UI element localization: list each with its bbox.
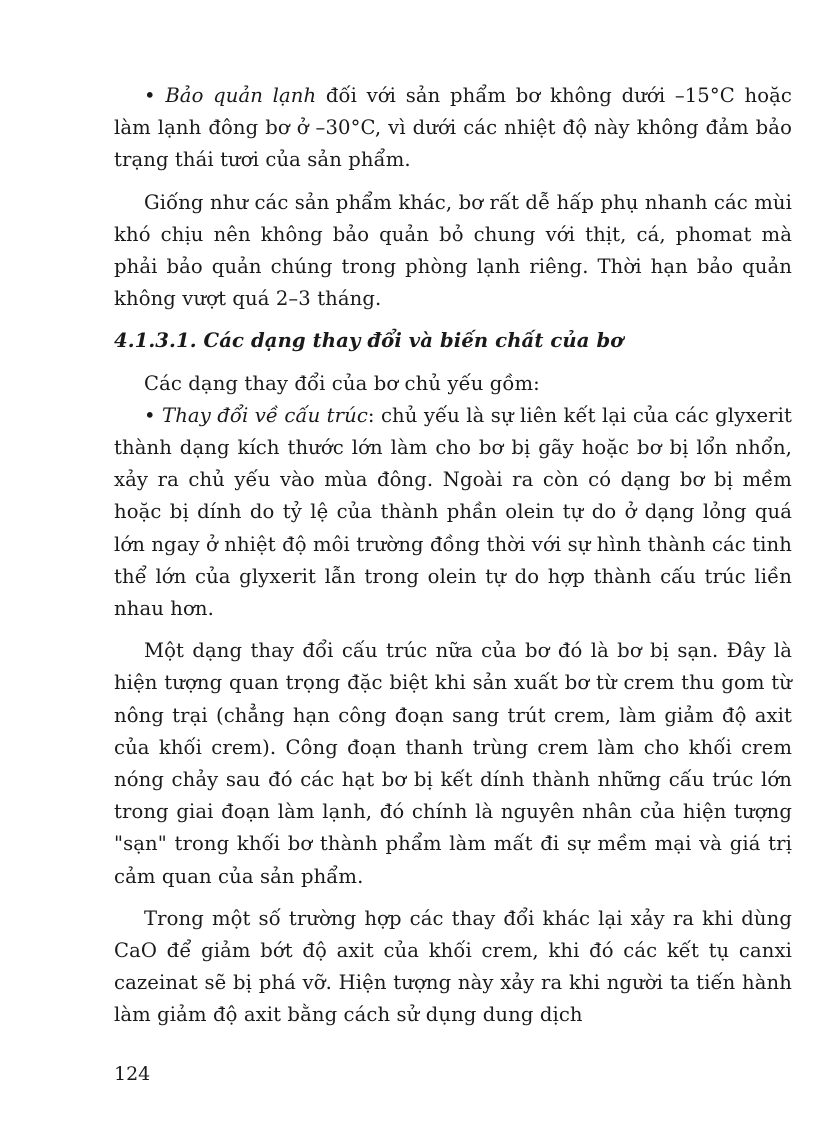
paragraph-text: đối với sản phẩm bơ không dưới –15°C hoặc làm lạnh đông bơ ở –30°C, vì dưới các nhiệt độ này không đảm bảo trạng thái tươi của sản phẩm.	[114, 84, 792, 172]
page-body	[114, 80, 792, 1032]
bullet: •	[144, 84, 166, 107]
page-number: 124	[114, 1063, 151, 1085]
paragraph-change-types-intro: Các dạng thay đổi của bơ chủ yếu gồm:	[144, 371, 540, 395]
paragraph-odor-absorption: Giống như các sản phẩm khác, bơ rất dễ hấp phụ nhanh các mùi khó chịu nên không bảo quản bỏ chung với thịt, cá, phomat mà phải bảo quản chúng trong phòng lạnh riêng. Thời hạn bảo quản không vượt quá 2–3 tháng.	[114, 190, 792, 311]
paragraph-structure-change	[114, 400, 792, 625]
bullet: •	[144, 403, 163, 427]
paragraph-grainy-butter: Một dạng thay đổi cấu trúc nữa của bơ đó là bơ bị sạn. Đây là hiện tượng quan trọng đặc biệt khi sản xuất bơ từ crem thu gom từ nông trại (chẳng hạn công đoạn sang trút crem, làm giảm độ axit của khối crem). Công đoạn thanh trùng crem làm cho khối crem nóng chảy sau đó các hạt bơ bị kết dính thành những cấu trúc lớn trong giai đoạn làm lạnh, đó chính là nguyên nhân của hiện tượng "sạn" trong khối bơ thành phẩm làm mất đi sự mềm mại và giá trị cảm quan của sản phẩm.	[114, 639, 792, 888]
paragraph-cao-changes: Trong một số trường hợp các thay đổi khác lại xảy ra khi dùng CaO để giảm bớt độ axit của khối crem, khi đó các kết tụ canxi cazeinat sẽ bị phá vỡ. Hiện tượng này xảy ra khi người ta tiến hành làm giảm độ axit bằng cách sử dụng dung dịch	[114, 906, 792, 1027]
section-heading: 4.1.3.1. Các dạng thay đổi và biến chất của bơ	[114, 329, 624, 353]
term-structure-change: Thay đổi về cấu trúc	[162, 403, 368, 427]
term-cold-storage: Bảo quản lạnh	[165, 84, 317, 107]
paragraph-text: : chủ yếu là sự liên kết lại của các glyxerit thành dạng kích thước lớn làm cho bơ bị gãy hoặc bơ bị lổn nhổn, xảy ra chủ yếu vào mùa đông. Ngoài ra còn có dạng bơ bị mềm hoặc bị dính do tỷ lệ của thành phần olein tự do ở dạng lỏng quá lớn ngay ở nhiệt độ môi trường đồng thời với sự hình thành các tinh thể lớn của glyxerit lẫn trong olein tự do hợp thành cấu trúc liền nhau hơn.	[114, 403, 792, 621]
paragraph-cold-storage	[114, 80, 792, 177]
